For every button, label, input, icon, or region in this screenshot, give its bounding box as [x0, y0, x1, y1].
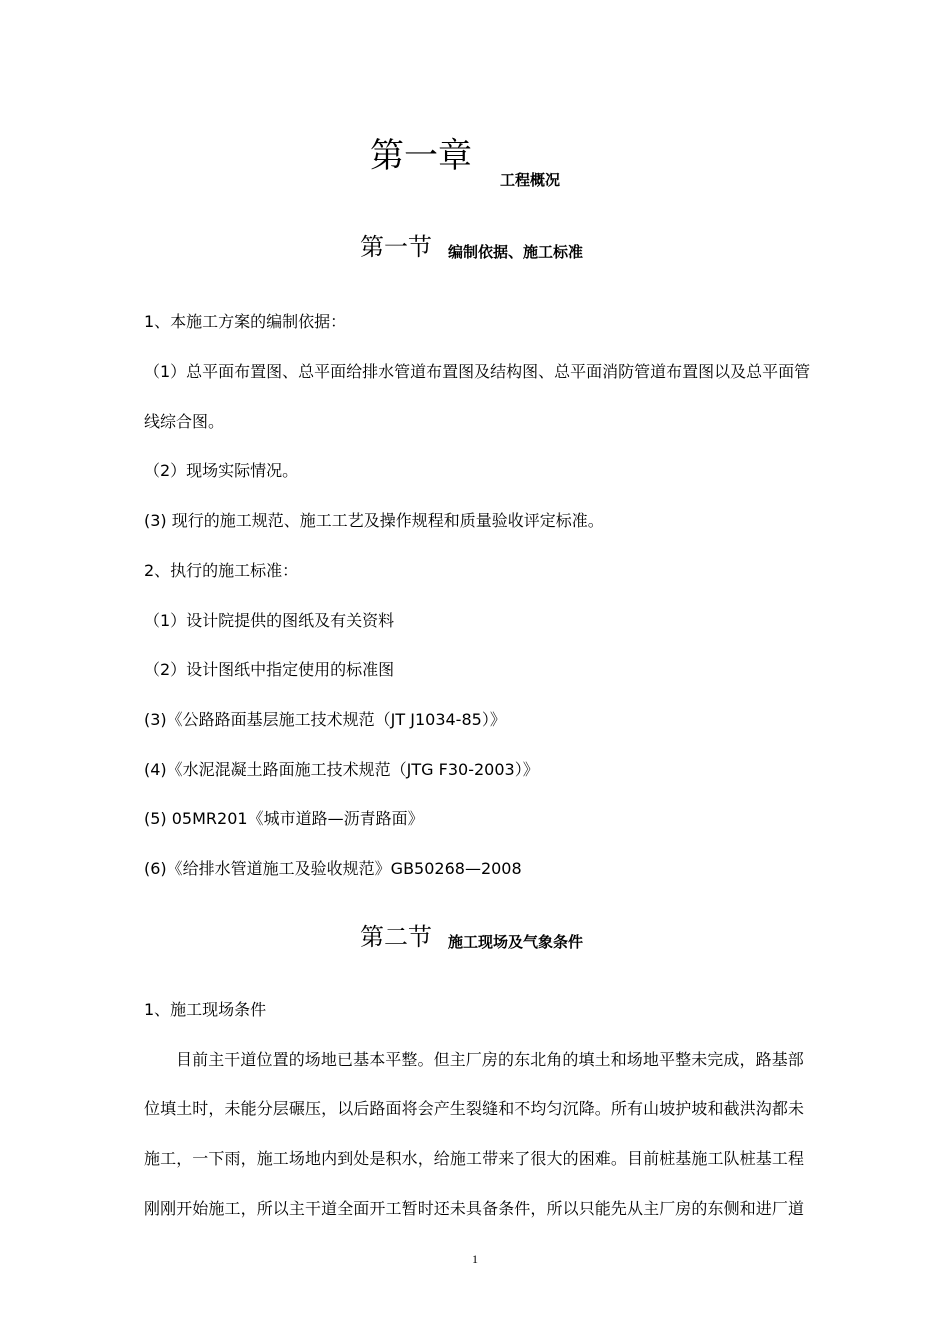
text-line: (4)《水泥混凝土路面施工技术规范（JTG F30-2003）》: [144, 760, 539, 779]
text-line: (3) 现行的施工规范、施工工艺及操作规程和质量验收评定标准。: [144, 511, 604, 530]
text-line: （1）设计院提供的图纸及有关资料: [144, 611, 395, 630]
text-line: 2、执行的施工标准：: [144, 561, 299, 580]
text-line: (6)《给排水管道施工及验收规范》GB50268—2008: [144, 859, 522, 878]
text-line: （2）设计图纸中指定使用的标准图: [144, 660, 395, 679]
section-heading-1: [0, 232, 950, 272]
text-line: 1、本施工方案的编制依据：: [144, 312, 347, 331]
section-heading-2: [0, 922, 950, 962]
paragraph-line: 位填土时，未能分层碾压，以后路面将会产生裂缝和不均匀沉降。所有山坡护坡和截洪沟都未: [144, 1099, 805, 1118]
text-line: (5) 05MR201《城市道路—沥青路面》: [144, 809, 424, 828]
text-line: (3)《公路路面基层施工技术规范（JT J1034-85）》: [144, 710, 506, 729]
section-title: 编制依据、施工标准: [448, 243, 584, 261]
chapter-number: 第一章: [370, 136, 472, 176]
paragraph-line: 刚刚开始施工，所以主干道全面开工暂时还未具备条件，所以只能先从主厂房的东侧和进厂道: [144, 1199, 805, 1218]
text-line: （1）总平面布置图、总平面给排水管道布置图及结构图、总平面消防管道布置图以及总平面管: [144, 362, 811, 381]
section-number: 第二节: [360, 923, 432, 951]
section-number: 第一节: [360, 233, 432, 261]
text-line: （2）现场实际情况。: [144, 461, 299, 480]
paragraph-line: 施工，一下雨，施工场地内到处是积水，给施工带来了很大的困难。目前桩基施工队桩基工程: [144, 1149, 805, 1168]
text-line: 线综合图。: [144, 412, 225, 431]
chapter-heading: [0, 136, 950, 196]
section-title: 施工现场及气象条件: [448, 933, 584, 951]
subheading: 1、施工现场条件: [144, 1000, 267, 1019]
chapter-title: 工程概况: [500, 171, 561, 189]
page-number: 1: [472, 1252, 478, 1266]
paragraph-line: 目前主干道位置的场地已基本平整。但主厂房的东北角的填土和场地平整未完成，路基部: [176, 1050, 804, 1069]
